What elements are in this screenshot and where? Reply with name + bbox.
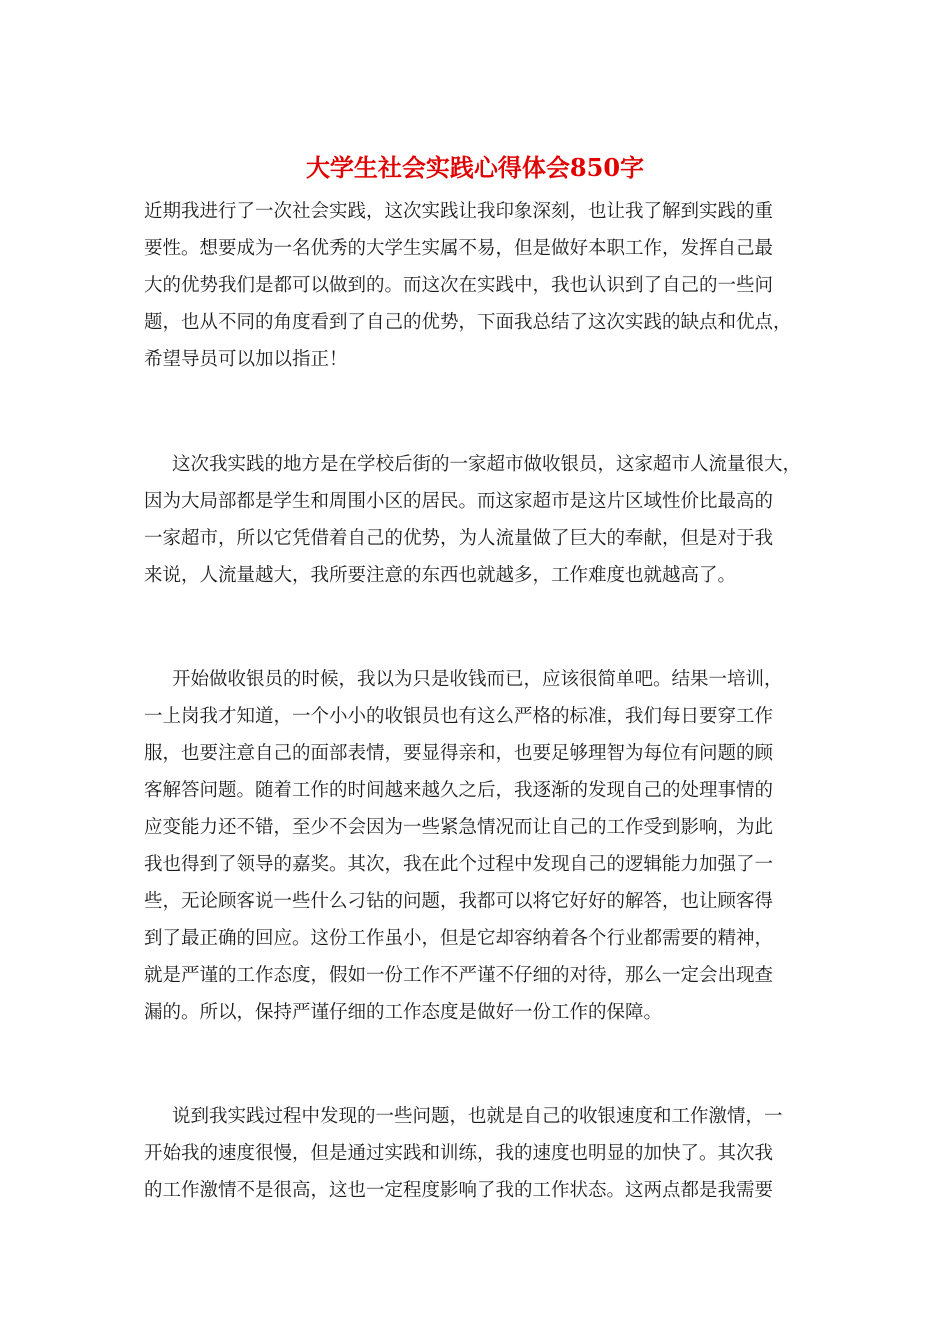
paragraph-4-line-2: 开始我的速度很慢，但是通过实践和训练，我的速度也明显的加快了。其次我	[144, 1143, 774, 1164]
paragraph-3-line-6: 我也得到了领导的嘉奖。其次，我在此个过程中发现自己的逻辑能力加强了一	[144, 854, 774, 875]
paragraph-2-line-4: 来说，人流量越大，我所要注意的东西也就越多，工作难度也就越高了。	[144, 565, 737, 586]
paragraph-3-line-3: 服，也要注意自己的面部表情，要显得亲和，也要足够理智为每位有问题的顾	[144, 743, 774, 764]
paragraph-3-line-1: 开始做收银员的时候，我以为只是收钱而已，应该很简单吧。结果一培训，	[172, 669, 783, 690]
paragraph-1-line-3: 大的优势我们是都可以做到的。而这次在实践中，我也认识到了自己的一些问	[144, 275, 774, 296]
paragraph-1-line-1: 近期我进行了一次社会实践，这次实践让我印象深刻，也让我了解到实践的重	[144, 201, 774, 222]
paragraph-2-line-3: 一家超市，所以它凭借着自己的优势，为人流量做了巨大的奉献，但是对于我	[144, 528, 774, 549]
paragraph-1-line-2: 要性。想要成为一名优秀的大学生实属不易，但是做好本职工作，发挥自己最	[144, 238, 774, 259]
paragraph-1-line-4: 题，也从不同的角度看到了自己的优势，下面我总结了这次实践的缺点和优点，	[144, 312, 792, 333]
paragraph-4-line-1: 说到我实践过程中发现的一些问题，也就是自己的收银速度和工作激情，一	[172, 1106, 783, 1127]
paragraph-3-line-2: 一上岗我才知道，一个小小的收银员也有这么严格的标准，我们每日要穿工作	[144, 706, 774, 727]
paragraph-3-line-4: 客解答问题。随着工作的时间越来越久之后，我逐渐的发现自己的处理事情的	[144, 780, 774, 801]
paragraph-3-line-8: 到了最正确的回应。这份工作虽小，但是它却容纳着各个行业都需要的精神，	[144, 928, 774, 949]
document-title: 大学生社会实践心得体会850字	[305, 153, 645, 182]
paragraph-2-line-2: 因为大局部都是学生和周围小区的居民。而这家超市是这片区域性价比最高的	[144, 491, 774, 512]
paragraph-3-line-10: 漏的。所以，保持严谨仔细的工作态度是做好一份工作的保障。	[144, 1002, 663, 1023]
paragraph-1-line-5: 希望导员可以加以指正！	[144, 349, 348, 370]
paragraph-3-line-5: 应变能力还不错，至少不会因为一些紧急情况而让自己的工作受到影响，为此	[144, 817, 774, 838]
paragraph-3-line-9: 就是严谨的工作态度，假如一份工作不严谨不仔细的对待，那么一定会出现查	[144, 965, 774, 986]
paragraph-4-line-3: 的工作激情不是很高，这也一定程度影响了我的工作状态。这两点都是我需要	[144, 1180, 774, 1201]
paragraph-3-line-7: 些，无论顾客说一些什么刁钻的问题，我都可以将它好好的解答，也让顾客得	[144, 891, 774, 912]
paragraph-2-line-1: 这次我实践的地方是在学校后街的一家超市做收银员，这家超市人流量很大，	[172, 454, 802, 475]
